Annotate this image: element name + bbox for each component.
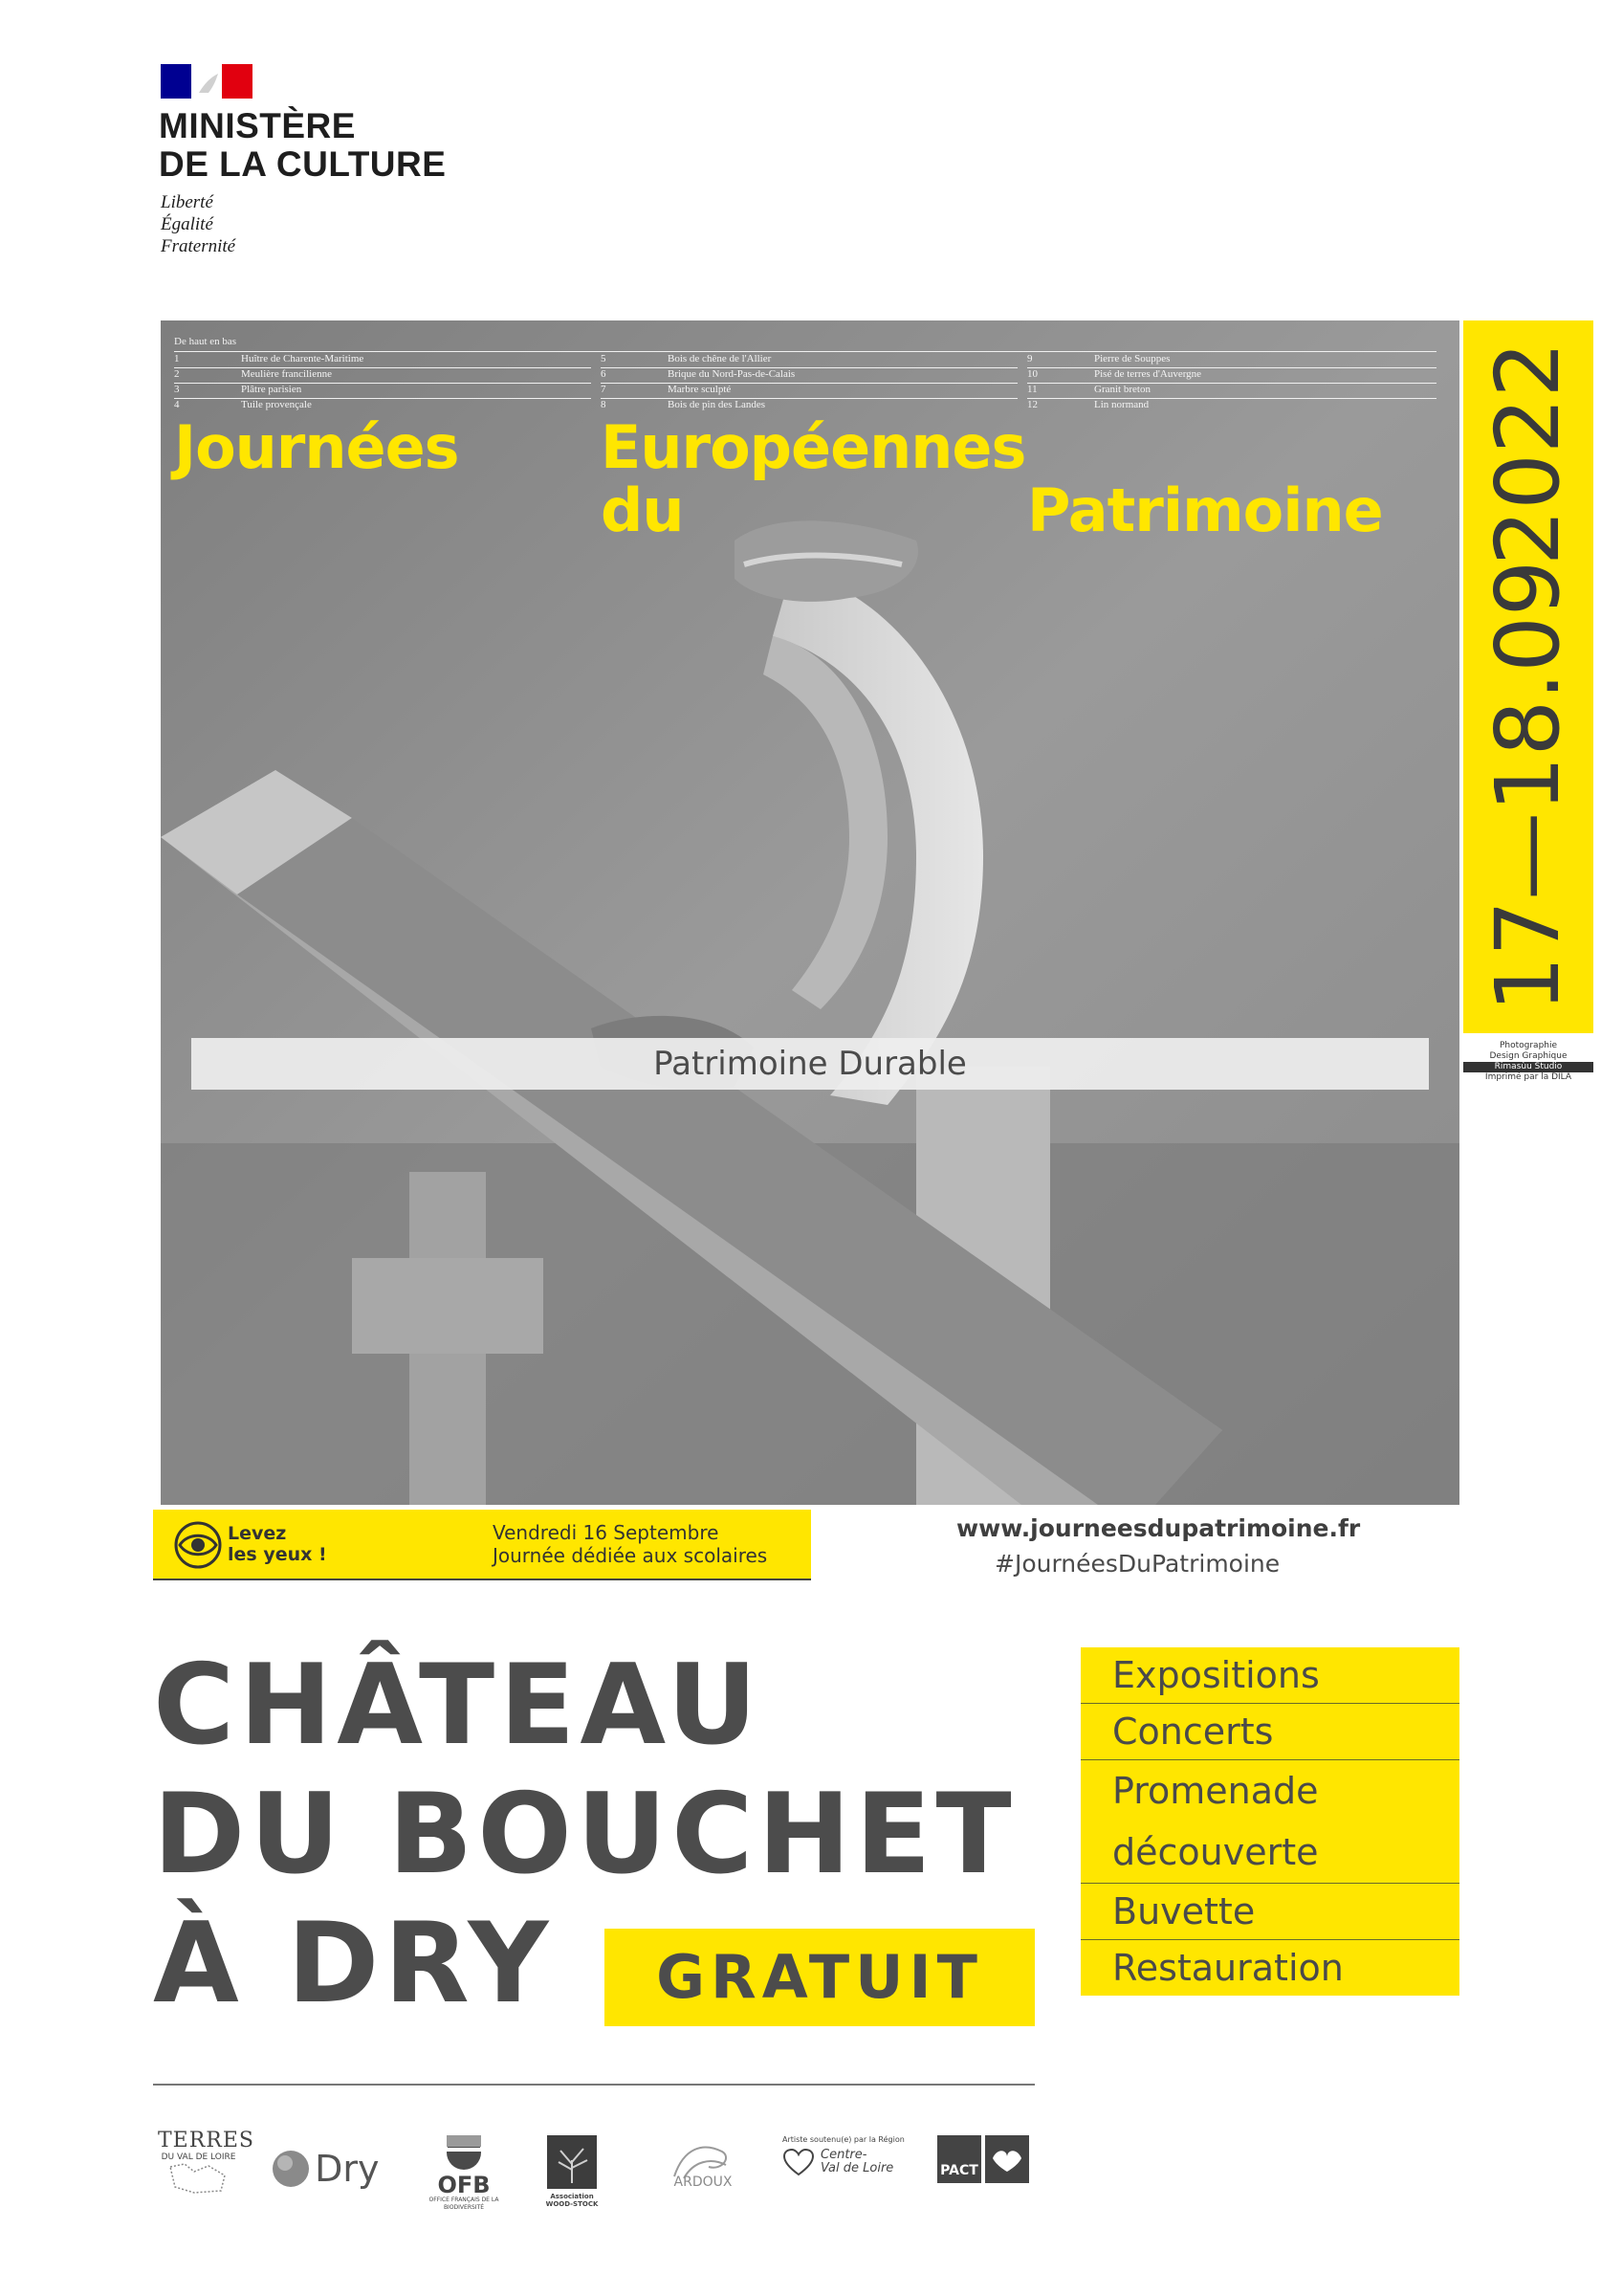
event-dates: 17—18.09 [1477,560,1579,1012]
activities-list [1081,1647,1459,1996]
credit-item: 10 Pisé de terres d'Auvergne [1027,368,1202,380]
ministry-name [159,107,446,184]
motto-egalite: Égalité [161,214,213,234]
activity-item: Buvette [1081,1884,1459,1940]
hashtag: #JournéesDuPatrimoine [995,1550,1281,1578]
ministry-line-2: DE LA CULTURE [159,144,447,184]
dry-emblem-icon [272,2150,310,2188]
tree-icon [547,2135,597,2189]
venue-line-1: CHÂTEAU [153,1641,762,1770]
ofb-emblem-icon [442,2131,486,2170]
photo-credit: Photographie Design Graphique Rimasùu Studio Imprimé par la DILA [1463,1041,1593,1083]
venue-line-2: DU BOUCHET [153,1770,1017,1899]
ministry-line-1: MINISTÈRE [159,106,356,145]
credit-item: 12 Lin normand [1027,399,1150,410]
credit-item: 5 Bois de chêne de l'Allier [601,353,772,364]
sculpture-photo [161,320,1459,1505]
heart-icon [782,2148,815,2176]
eye-icon [174,1521,222,1569]
free-badge: GRATUIT [604,1929,1035,2026]
credit-item: 8 Bois de pin des Landes [601,399,766,410]
french-flag-icon [161,64,252,99]
pact-partner-icon [985,2135,1029,2183]
credit-item: 2 Meulière francilienne [174,368,332,380]
terres-val-de-loire-logo: TERRES DU VAL DE LOIRE [158,2129,239,2198]
event-year: 2022 [1477,342,1579,566]
venue-line-3: À DRY [153,1899,554,2028]
credit-item: 4 Tuile provençale [174,399,312,410]
title-journees: Journées [174,412,459,482]
credits-rule [174,351,1437,352]
credit-item: 11 Granit breton [1027,384,1151,395]
motto-liberte: Liberté [161,192,213,212]
title-patrimoine: Patrimoine [1027,475,1383,545]
date-band [1463,320,1593,1033]
pact-logo: PACT [937,2135,1033,2183]
map-icon [165,2162,232,2195]
credit-item: 1 Huître de Charente-Maritime [174,353,364,364]
motto-fraternite: Fraternité [161,236,236,256]
republic-motto [161,191,235,257]
credit-item: 9 Pierre de Souppes [1027,353,1171,364]
schools-banner [153,1510,811,1580]
divider [153,2084,1035,2086]
ofb-logo: OFB OFFICE FRANÇAIS DE LA BIODIVERSITÉ [421,2131,507,2212]
credits-heading: De haut en bas [174,336,237,347]
activity-item: Concerts [1081,1704,1459,1760]
wood-stock-logo: Association WOOD-STOCK [545,2135,599,2208]
ardoux-logo: ARDOUX [660,2138,746,2190]
region-centre-logo: Artiste soutenu(e) par la Région Centre- Val de Loire [782,2135,905,2175]
credit-item: 6 Brique du Nord-Pas-de-Calais [601,368,796,380]
theme-banner: Patrimoine Durable [191,1038,1429,1090]
title-du: du [601,475,684,545]
levez-les-yeux: Levez les yeux ! [228,1523,327,1565]
activity-item: Expositions [1081,1647,1459,1704]
title-europeennes: Européennes [601,412,1026,482]
website-link[interactable]: www.journeesdupatrimoine.fr [956,1514,1361,1542]
schools-day: Vendredi 16 Septembre Journée dédiée aux scolaires [493,1521,768,1567]
activity-item: Promenade découverte [1081,1760,1459,1884]
dry-logo: Dry [272,2148,379,2190]
activity-item: Restauration [1112,1947,1344,1989]
credit-item: 3 Plâtre parisien [174,384,302,395]
credit-item: 7 Marbre sculpté [601,384,732,395]
